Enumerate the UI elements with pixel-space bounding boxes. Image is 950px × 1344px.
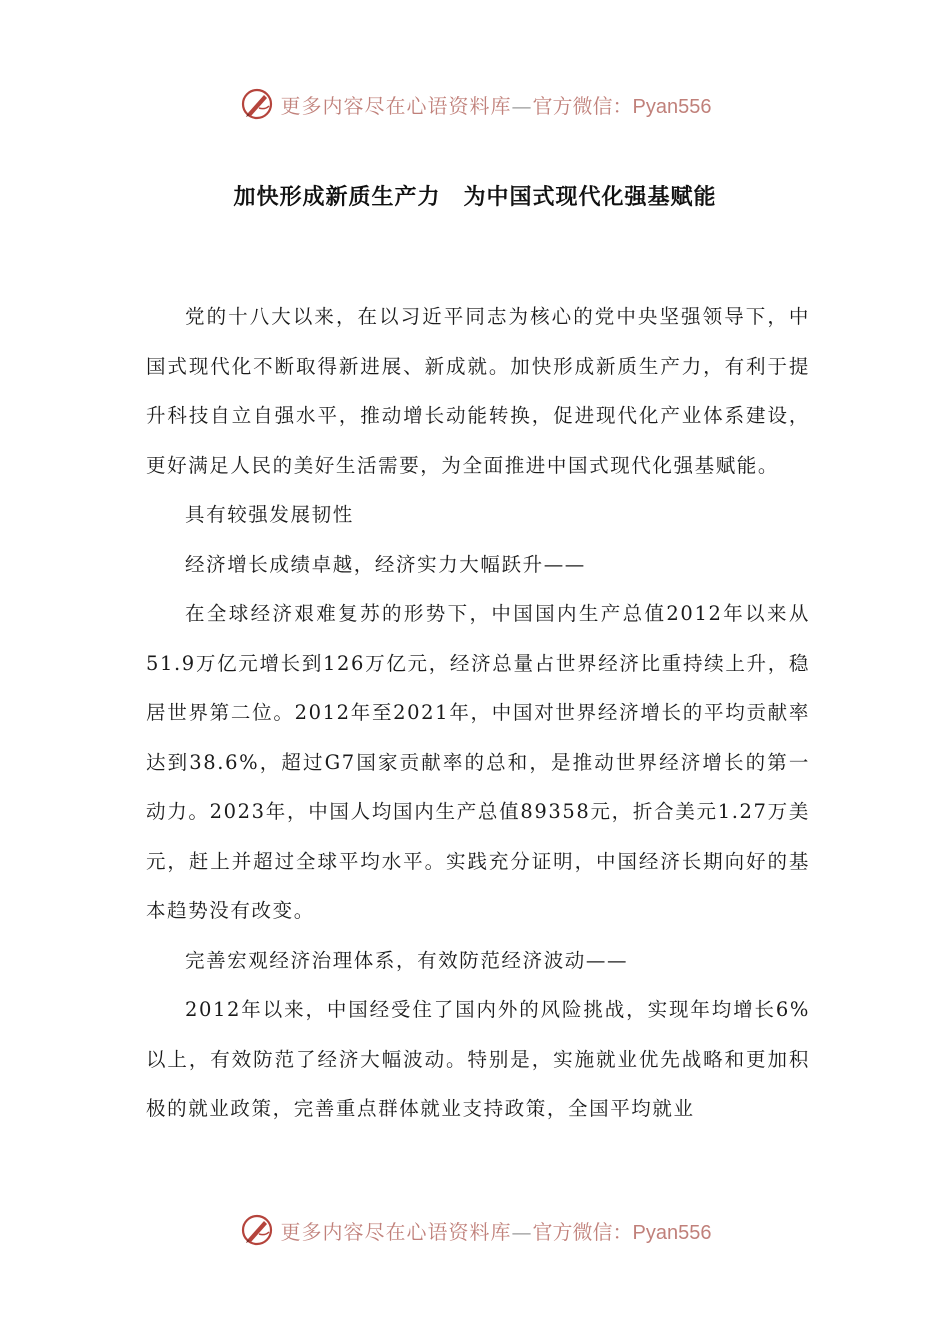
- pen-logo-icon: [239, 1212, 275, 1248]
- watermark-text: [281, 1216, 712, 1245]
- watermark-wechat: 官方微信：Pyan556: [532, 95, 712, 118]
- subheading-macro-governance: 完善宏观经济治理体系，有效防范经济波动——: [185, 948, 629, 972]
- watermark-site-name: 更多内容尽在心语资料库: [280, 1219, 512, 1244]
- paragraph-gdp: 在全球经济艰难复苏的形势下，中国国内生产总值2012年以来从51.9万亿元增长到126万亿元，经济总量占世界经济比重持续上升，稳居世界第二位。2012年至2021年，中国对世界经济增长的平均贡献率达到38.6%，超过G7国家贡献率的总和，是推动世界经济增长的第一动力。2023年，中国人均国内生产总值89358元，折合美元1.27万美元，赶上并超过全球平均水平。实践充分证明，中国经济长期向好的基本趋势没有改变。: [146, 602, 810, 922]
- watermark-separator: —: [511, 93, 533, 118]
- watermark-wechat: 官方微信：Pyan556: [532, 1221, 712, 1244]
- section-heading: 具有较强发展韧性: [185, 503, 354, 526]
- footer-watermark-banner: [0, 1210, 950, 1250]
- paragraph-intro: 党的十八大以来，在以习近平同志为核心的党中央坚强领导下，中国式现代化不断取得新进展、新成就。加快形成新质生产力，有利于提升科技自立自强水平，推动增长动能转换，促进现代化产业体系建设，更好满足人民的美好生活需要，为全面推进中国式现代化强基赋能。: [146, 305, 810, 477]
- paragraph-employment: 2012年以来，中国经受住了国内外的风险挑战，实现年均增长6%以上，有效防范了经济大幅波动。特别是，实施就业优先战略和更加积极的就业政策，完善重点群体就业支持政策，全国平均就业: [146, 998, 810, 1120]
- watermark-separator: —: [511, 1219, 533, 1244]
- document-body: [146, 292, 810, 1134]
- pen-logo-icon: [239, 86, 275, 122]
- subheading-economic-growth: 经济增长成绩卓越，经济实力大幅跃升——: [185, 552, 586, 576]
- watermark-site-name: 更多内容尽在心语资料库: [280, 93, 512, 118]
- header-watermark-banner: [0, 84, 950, 124]
- watermark-text: [281, 90, 712, 119]
- document-title: 加快形成新质生产力 为中国式现代化强基赋能: [233, 185, 717, 210]
